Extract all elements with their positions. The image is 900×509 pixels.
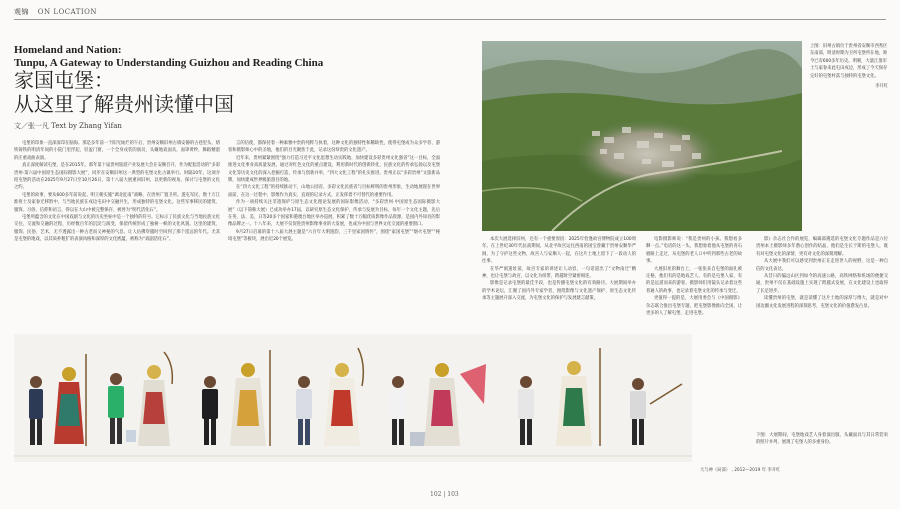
section-header bbox=[14, 7, 97, 17]
caption-text: 下图：大展期间，屯堡地戏艺人身着演出服、头戴面具与其日常装束的照片并列，展现了屯堡人的多重身份。 bbox=[756, 433, 888, 446]
credit-work-title: 大与神（局部） bbox=[700, 468, 731, 473]
credit-year: 2012—2019 年 bbox=[734, 468, 767, 473]
photo-caption-bottom bbox=[756, 432, 888, 462]
paragraph: 电影摄影师说：“我是贵州的小孩。我想看多聊一点。”电话的这一头，我想象着他从屯堡的青石板路上走过，从屯堡的老人口中听到那些古老的故事。 bbox=[646, 237, 742, 265]
paragraph: 在“四大文化工程”的持续推动下，山地公园省、多彩文化民族省与目标鲜明的贵州形象，生动地展现在世界面前，在这一过程中，影像作为真实、直观的记录方式，正发挥着不可替代的重要作用。 bbox=[228, 185, 440, 198]
english-title-line2: Tunpu, A Gateway to Understanding Guizhou and Reading China bbox=[14, 57, 324, 69]
aerial-photo-tunpu-town bbox=[482, 41, 802, 231]
caption-text: 上图：旧州古镇位于贵州省安顺市西秀区东南部，明清时期为卫所屯堡所在地，距今已有600多年历史。明朝，大量江淮军士与家眷来此屯田戍边，形成了今天保存完好的屯堡村落与独特的屯堡文化。 bbox=[810, 44, 888, 79]
paragraph: 影》杂志社合作的展览，编辑部遴选的屯堡文化专题作品是六位贵州本土摄影师多年潜心创作的结晶，他们是生长于斯的屯堡人，既有对屯堡文化的深情，更有对文化的深刻理解。 bbox=[756, 237, 888, 257]
paragraph: 更值得一提的是，大展用委会与《中国摄影》杂志联合推出屯堡专题，把屯堡影像推向全国，让更多的人了解屯堡、走进屯堡。 bbox=[646, 296, 742, 317]
text-column-5 bbox=[756, 236, 888, 426]
performers-illustration bbox=[14, 334, 692, 462]
paragraph: 从大展中我们可以感受到贵州正在走进世人的视野，这是一种自信的文化表达。 bbox=[756, 259, 888, 272]
chinese-title-line2: 从这里了解贵州读懂中国 bbox=[14, 92, 234, 116]
paragraph: 近年来，贵州紧紧围绕“强力打造习近平文化思想生动实践地、加快建设多彩贵州文化强省”这一目标，全面推进文化事业高质量发展，通过对红色文化的重点建设，利用新时代的创新转化，民族文化的传承弘扬以及屯堡文化等历史文化的深入挖掘打造，传承与创新并举，“四大文化工程”的扎实推进，贵州正以“多彩贵州”文旅新品牌，加快建成世界级旅游目的地。 bbox=[228, 155, 440, 184]
english-title bbox=[14, 44, 334, 70]
paragraph: 大展旧址的舞台上，一张张来自屯堡的面孔被定格，他们有的是地戏艺人，有的是屯堡人家，有的是远道而来的游客。摄影师们用镜头记录着这些普通人的故事，也记录着屯堡文化的传承与变迁。 bbox=[646, 266, 742, 294]
paragraph: 作为一项持续关注非遗保护与原生态文化理论发展的国际影像活动，“多彩贵州·中国原生态国际摄影大展”（以下简称大展）已成功举办17届，以研究原生态文化保护、传承与发展为目标，每年一个文化主题，先后在英、法、美、日等20多个国家和港澳台地区举办巡展，积累了数十万幅优质影像作品资源，是国内外知名的影像品牌之一。十八年来，大展不仅促进贵州影像事业的大发展，也成为中国与世界文化交流的重要窗口。 bbox=[228, 200, 440, 228]
paragraph: 言的信使，都保持着一种素雅中贵的纯粹与执着，这种文化的独特性和稀缺性，使得屯堡成为众多学者、游客和摄影师心中的圣地，他们的目光聚焦于此，记录这份珍贵的文化遗产。 bbox=[228, 141, 440, 154]
chinese-title-line1: 家国屯堡： bbox=[14, 68, 114, 92]
performers-photo-band bbox=[14, 334, 692, 462]
paragraph: 从昔日的偏远山区到如今的高速公路、高铁网络和机场的便捷交通，贵州不仅在基础设施上实现了跨越式发展，在文化建设上也取得了长足进步。 bbox=[756, 274, 888, 294]
text-column-2 bbox=[228, 140, 440, 330]
photo-credit-top: 李开红 bbox=[875, 84, 888, 90]
paragraph: 9月27日启幕的第十八届大展主题是“六百年大明遗韵，三千里家国情怀”，围绕“家国屯堡”“烟火屯堡”“秘境屯堡”等板块，展出近20个展览。 bbox=[228, 229, 440, 243]
paragraph: 影像是记录屯堡的最佳手段，也是传播屯堡文化的有效路径。大展期间举办的学术论坛，汇聚了国内外专家学者，围绕影像与文化遗产保护、原生态文化传承等主题展开深入交流，为屯堡文化的保护与发展建言献策。 bbox=[482, 281, 636, 302]
paragraph: 屯堡的印象一直深深印在脑海。那是多年前一个阳光灿烂的午后，贵州安顺旧州古镇安静的古巷里头，熔铁铸铁的明清年间的小院门里浮起，轻盈门窗，一个全身戎装的演员，头戴地戏面具，面罩黄纱，舞蹈精湛的庄重戏曲表演。 bbox=[14, 141, 220, 161]
text-column-1 bbox=[14, 140, 220, 330]
paragraph: 本次大展选择旧州，还有一个重要原因：2025年恰逢故宫博物院成立100周年。在上世纪30年代抗战期间，从北平故宫运往西南的国宝曾藏于贵州安顺华严洞，为了守护这些文物，故宫人与安顺人一起，在这片土地上留下了一段动人的往事。 bbox=[482, 237, 636, 265]
credit-author: 李开红 bbox=[767, 468, 781, 473]
aerial-photo-illustration bbox=[482, 41, 802, 231]
paragraph: 屯堡的故事，要从600多年前说起。明王朝实施“调北征南”战略，在贵州广置卫所。遂屯军民，数十万江淮将士及家眷迁移黔中，与当地民族在戍边屯田中交融共生，形成独特的屯堡文化。这些军事移民的建筑、服饰、习俗、信仰和语言，得以在大山中被完整保存，被誉为“明代活化石”。 bbox=[14, 192, 220, 213]
english-title-line1: Homeland and Nation: bbox=[14, 44, 122, 56]
photo-caption-top bbox=[810, 43, 888, 90]
section-label-cn: 观锦 bbox=[14, 8, 29, 16]
header-rule bbox=[14, 19, 886, 20]
section-label-en: ON LOCATION bbox=[37, 8, 98, 16]
paragraph: 真正深度解读屯堡，是在2015年。那年第十届贵州旅游产业发展大会在安顺召开，作为配套活动的“多彩贵州·第六届中国原生态国际摄影大展”，同步在安顺旧州这一典型的屯堡文化古镇举行。时隔10年，这项介绍屯堡的活动在2025年9月27日至10月26日，第十八届大展重回旧州，以更新的视角，探讨与屯堡的文化之约。 bbox=[14, 163, 220, 191]
byline: 文／张一凡 Text by Zhang Yifan bbox=[14, 122, 122, 130]
chinese-title bbox=[14, 68, 234, 116]
paragraph: 在华严洞遗址前，故宫专家的讲述让人动容，一句话道出了“文物南迁”精神，也让屯堡与故宫，以文化为纽带，跨越时空紧密相连。 bbox=[482, 266, 636, 280]
paragraph: 读懂贵州的屯堡，就是读懂了这片土地的深厚与博大，就是对中国边疆文化发展进程的深刻思考，屯堡文化的价值愈发凸显。 bbox=[756, 296, 888, 309]
paragraph: 屯堡所蕴含的文化在中国戏剧与文化的历史坐标中是一个独特的符号。它标示了民族文化与当地民族文化交往、交流和交融的过程，历经数百年的沉淀与演变，保留传统形成了独树一帜的文化风貌。这里的建筑、服饰、民俗、艺术，无不透露出一种古老而又神秘的气息，让人仿佛穿越时空回到了那个遥远的年代。尤其是屯堡的地戏，以其质朴粗犷的表演风格和深厚的文化底蕴，被称为“戏剧活化石”。 bbox=[14, 215, 220, 243]
text-column-3 bbox=[482, 236, 636, 332]
page-number: 102 | 103 bbox=[430, 491, 459, 498]
photo-credit-bottom: 大与神（局部） , 2012—2019 年 李开红 bbox=[700, 468, 781, 473]
text-column-4 bbox=[646, 236, 742, 332]
